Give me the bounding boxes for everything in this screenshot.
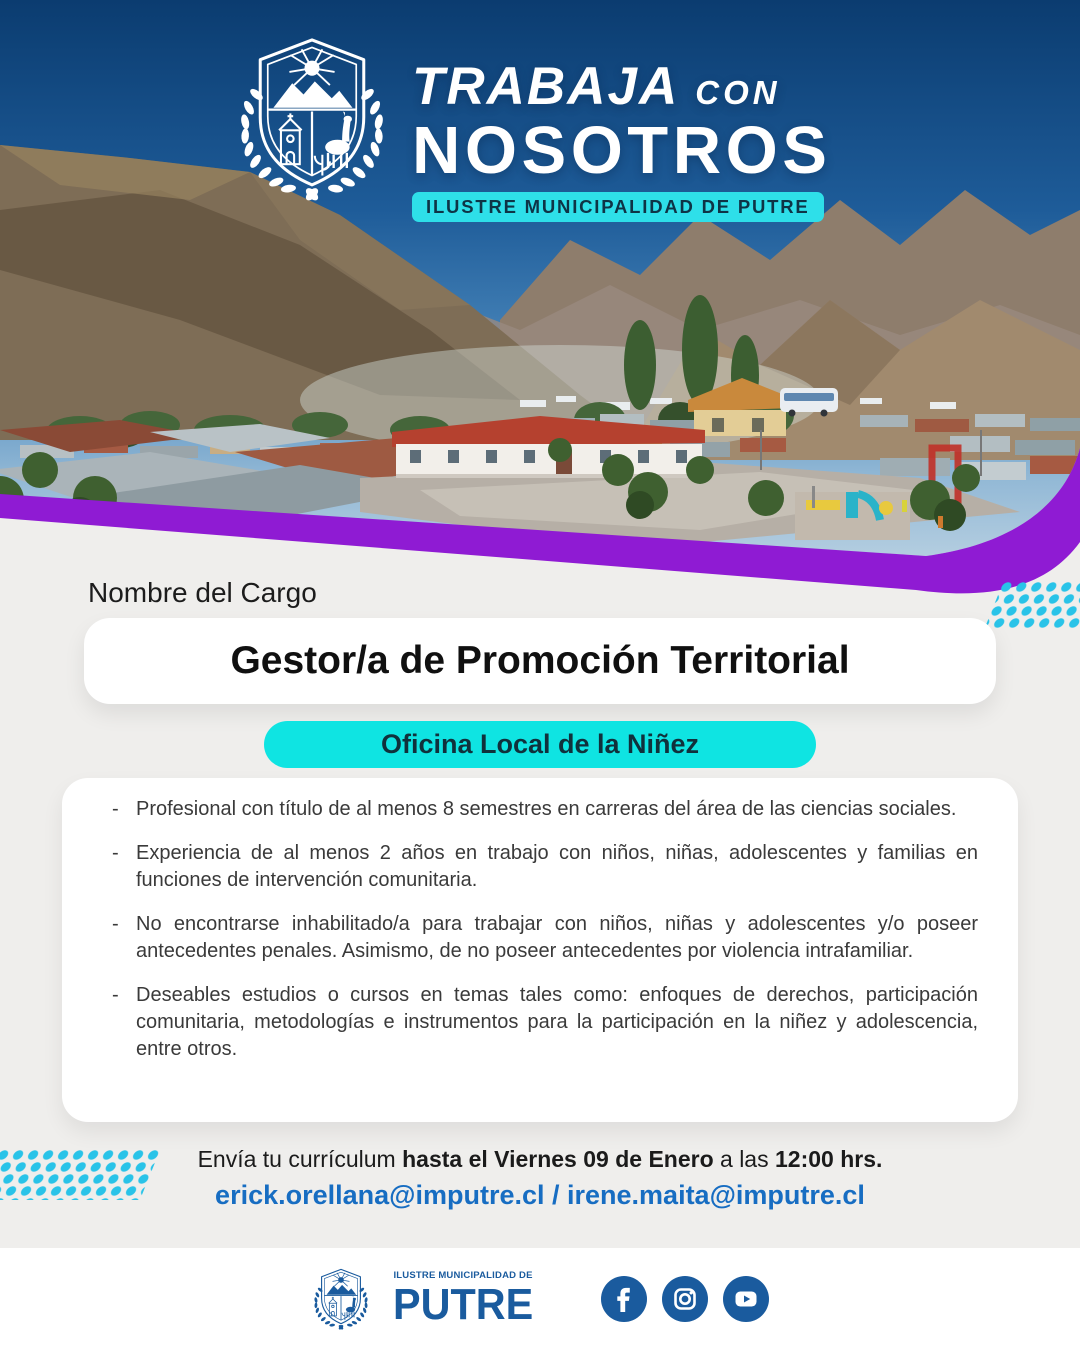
footer-org-line1: ILUSTRE MUNICIPALIDAD DE [393, 1270, 533, 1282]
requirements-card [62, 778, 1018, 1122]
apply-deadline-line [0, 1146, 1080, 1173]
job-unit-pill: Oficina Local de la Niñez [264, 721, 816, 768]
requirement-item: - Profesional con título de al menos 8 semestres en carreras del área de las ciencias sociales. [110, 796, 978, 823]
job-field-label: Nombre del Cargo [88, 577, 317, 608]
requirement-item: - Deseables estudios o cursos en temas tales como: enfoques de derechos, participación comunitaria, metodologías e instrumentos para la participación en la niñez y adolescencia, entre otros. [110, 982, 978, 1063]
job-title-card: Gestor/a de Promoción Territorial [84, 618, 996, 704]
instagram-icon[interactable] [662, 1276, 708, 1322]
title-con: CON [695, 74, 781, 111]
social-icons [601, 1276, 769, 1322]
requirement-item: - Experiencia de al menos 2 años en trabajo con niños, niñas, adolescentes y familias en funciones de intervención comunitaria. [110, 840, 978, 894]
youtube-icon[interactable] [723, 1276, 769, 1322]
footer-org-name [393, 1271, 542, 1327]
municipality-shield-logo [232, 34, 392, 204]
header-title-block [412, 57, 832, 222]
requirements-list [110, 796, 978, 1063]
apply-text: a las [713, 1146, 775, 1172]
footer-shield-logo [311, 1267, 371, 1331]
facebook-icon[interactable] [601, 1276, 647, 1322]
title-nosotros: NOSOTROS [412, 113, 832, 188]
title-trabaja: TRABAJA [412, 57, 680, 116]
contact-emails[interactable]: erick.orellana@imputre.cl / irene.maita@imputre.cl [215, 1180, 865, 1210]
municipality-ribbon: ILUSTRE MUNICIPALIDAD DE PUTRE [412, 192, 824, 222]
apply-time: 12:00 hrs. [775, 1146, 883, 1172]
requirement-item: - No encontrarse inhabilitado/a para trabajar con niños, niñas y adolescentes y/o poseer antecedentes penales. Asimismo, de no poseer antecedentes por violencia intrafamiliar. [110, 911, 978, 965]
footer-org-line2: PUTRE [393, 1279, 534, 1329]
apply-text: Envía tu currículum [197, 1146, 403, 1172]
apply-deadline: hasta el Viernes 09 de Enero [402, 1146, 714, 1172]
footer-bar [0, 1248, 1080, 1350]
